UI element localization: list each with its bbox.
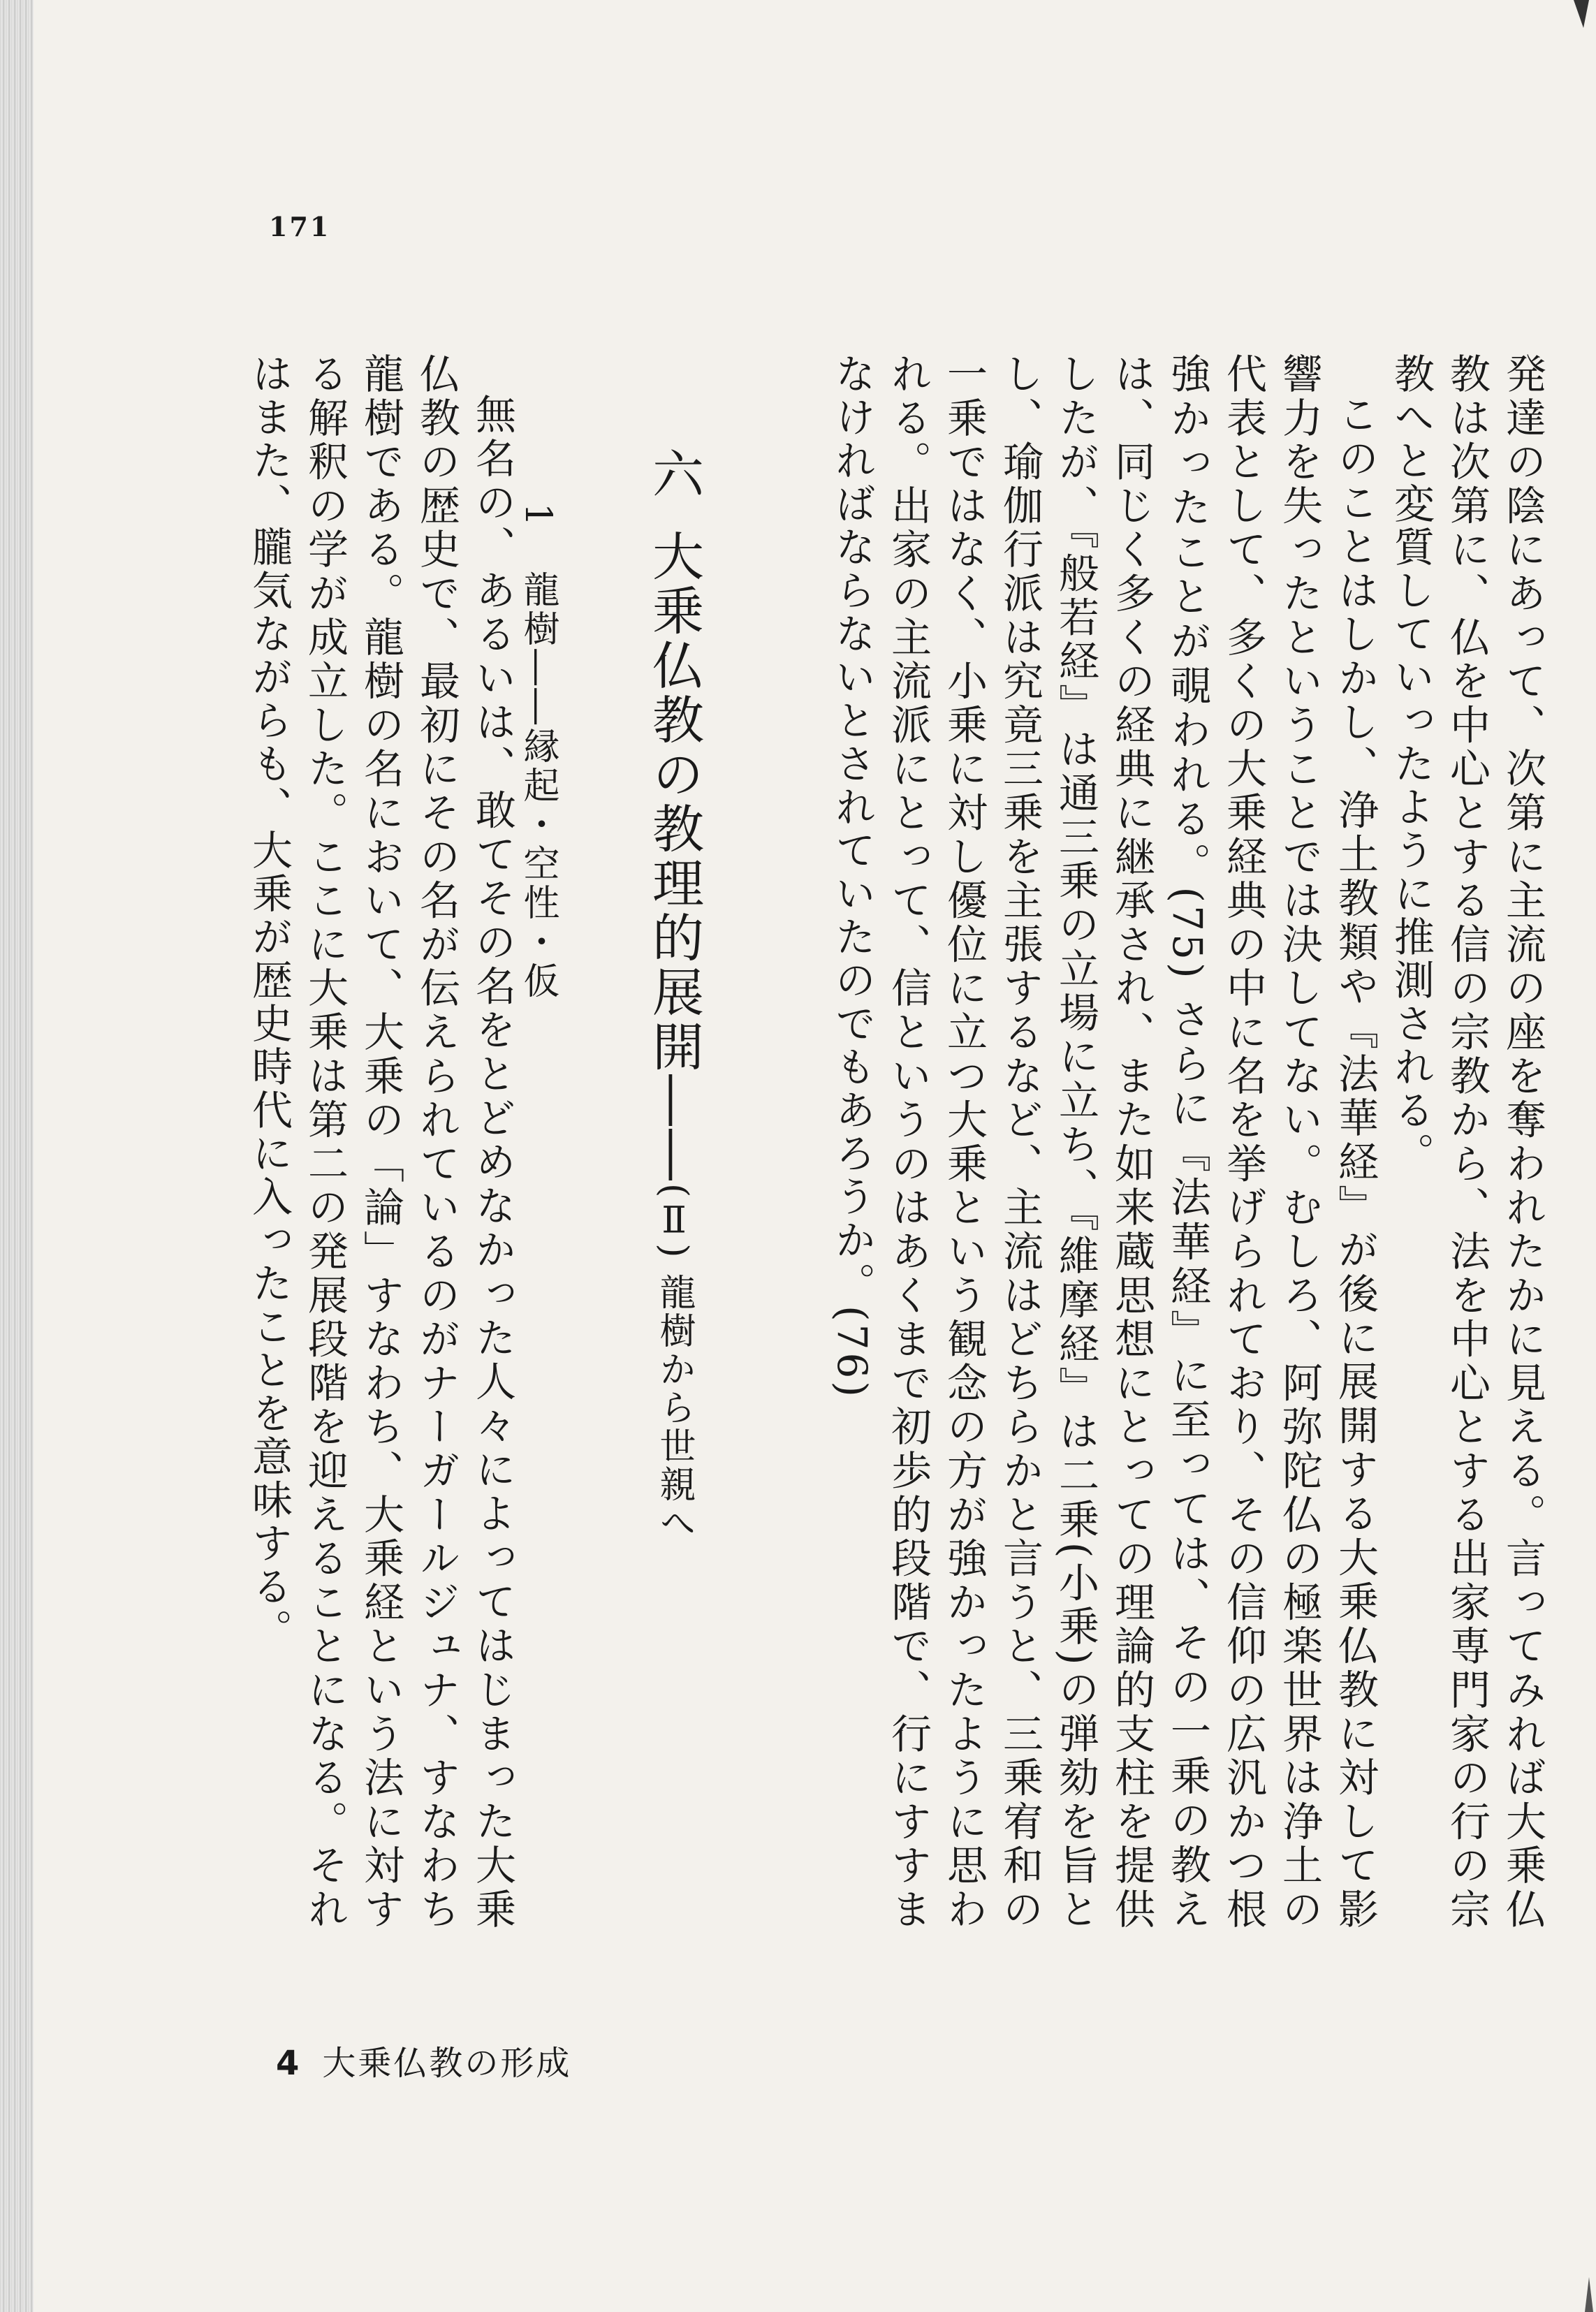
chapter-heading [643,447,705,1542]
scan-corner-mark-bottom [1568,2270,1596,2312]
footer-chapter-number: 4 [276,2044,302,2083]
paragraph-1: 発達の陰にあって、次第に主流の座を奪われたかに見える。言ってみれば大乗仏教は次第に、仏を中心とする信の宗教から、法を中心とする出家専門家の行の宗教へと変質していったように推測される。 [1387,353,1546,1932]
section-number: 1 [517,503,559,529]
running-footer [276,2036,571,2084]
binding-edge [0,0,34,2312]
paragraph-3: 無名の、あるいは、敢てその名をとどめなかった人々によってはじまった大乗仏教の歴史で、最初にその名が伝えられているのがナーガールジュナ、すなわち龍樹である。龍樹の名において、大乗の「論」すなわち、大乗経という法に対する解釈の学が成立した。ここに大乗は第二の発展段階を迎えることになる。それはまた、朧気ながらも、大乗が歴史時代に入ったことを意味する。 [245,353,516,1931]
body-text-before-heading [824,353,1551,1931]
chapter-title: 大乗仏教の教理的展開―― [644,529,704,1183]
page-number: 171 [269,211,331,242]
footer-chapter-title: 大乗仏教の形成 [322,2044,572,2083]
body-text-after-heading [241,353,520,1931]
scan-corner-mark [1568,0,1596,42]
chapter-number: 六 [644,447,704,502]
section-title: 龍樹――縁起・空性・仮 [517,571,559,1002]
paragraph-2: このことはしかし、浄土教類や『法華経』が後に展開する大乗仏教に対して影響力を失ったということでは決してない。むしろ、阿弥陀仏の極楽世界は浄土の代表として、多くの大乗経典の中に名を挙げられており、その信仰の広汎かつ根強かったことが覗われる。(75) さらに『法華経』に至っては、その一乗の教えは、同じく多くの経典に継承され、また如来蔵思想にとっての理論的支柱を提供したが、『般若経』は通三乗の立場に立ち、『維摩経』は二乗(小乗)の弾劾を旨とし、瑜伽行派は究竟三乗を主張するなど、主流はどちらかと言うと、三乗宥和の一乗ではなく、小乗に対し優位に立つ大乗という観念の方が強かったように思われる。出家の主流派にとって、信というのはあくまで初歩的段階で、行にすすまなければならないとされていたのでもあろうか。(76) [828,353,1379,1932]
chapter-subtitle: (Ⅱ) 龍樹から世親へ [653,1183,695,1543]
